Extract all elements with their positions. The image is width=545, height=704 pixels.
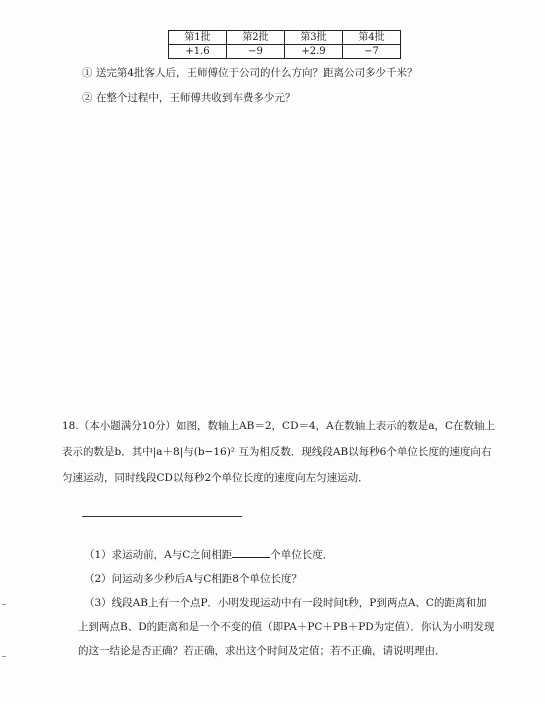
problem-18-line-3: 匀速运动，同时线段CD以每秒2个单位长度的速度向左匀速运动． [62,472,369,484]
batch-table [168,30,401,59]
question-2: ② 在整个过程中，王师傅共收到车费多少元？ [82,92,296,104]
table-header-row [169,31,401,45]
subquestion-3 [78,591,514,663]
answer-blank [232,547,270,558]
table-header-cell: 第3批 [285,31,343,45]
margin-mark [2,604,6,605]
subquestion-1 [84,543,514,567]
table-header-cell: 第2批 [227,31,285,45]
problem-18-line-1: 18.（本小题满分10分）如图，数轴上AB＝2，CD＝4，A在数轴上表示的数是a，C在数轴上 [62,420,496,432]
table-value-cell: −7 [343,45,401,59]
table-header-cell: 第4批 [343,31,401,45]
table-value-cell: +1.6 [169,45,227,59]
table-value-cell: +2.9 [285,45,343,59]
subquestion-1-text: （1）求运动前，A与C之间相距 [84,549,233,561]
table-header-cell: 第1批 [169,31,227,45]
subquestion-3-line-2: 上到两点B、D的距离和是一个不变的值（即PA＋PC＋PB＋PD为定值）．你认为小明发现 [78,621,495,633]
subquestion-1-suffix: 个单位长度． [270,549,334,561]
question-1: ① 送完第4批客人后，王师傅位于公司的什么方向？距离公司多少千米？ [82,67,418,79]
problem-18-line-2: 表示的数是b．其中|a＋8|与(b−16)² 互为相反数．现线段AB以每秒6个单位长度的速度向右 [62,446,492,458]
margin-mark [2,656,6,657]
subquestion-3-line-1: （3）线段AB上有一个点P．小明发现运动中有一段时间t秒，P到两点A、C的距离和加 [84,597,487,609]
subquestion-2: （2）问运动多少秒后A与C相距8个单位长度？ [84,573,302,585]
table-value-row [169,45,401,59]
number-line-placeholder [82,516,242,517]
table-value-cell: −9 [227,45,285,59]
subquestion-3-line-3: 的这一结论是否正确？若正确，求出这个时间及定值；若不正确，请说明理由． [78,645,446,657]
problem-18 [62,413,502,491]
